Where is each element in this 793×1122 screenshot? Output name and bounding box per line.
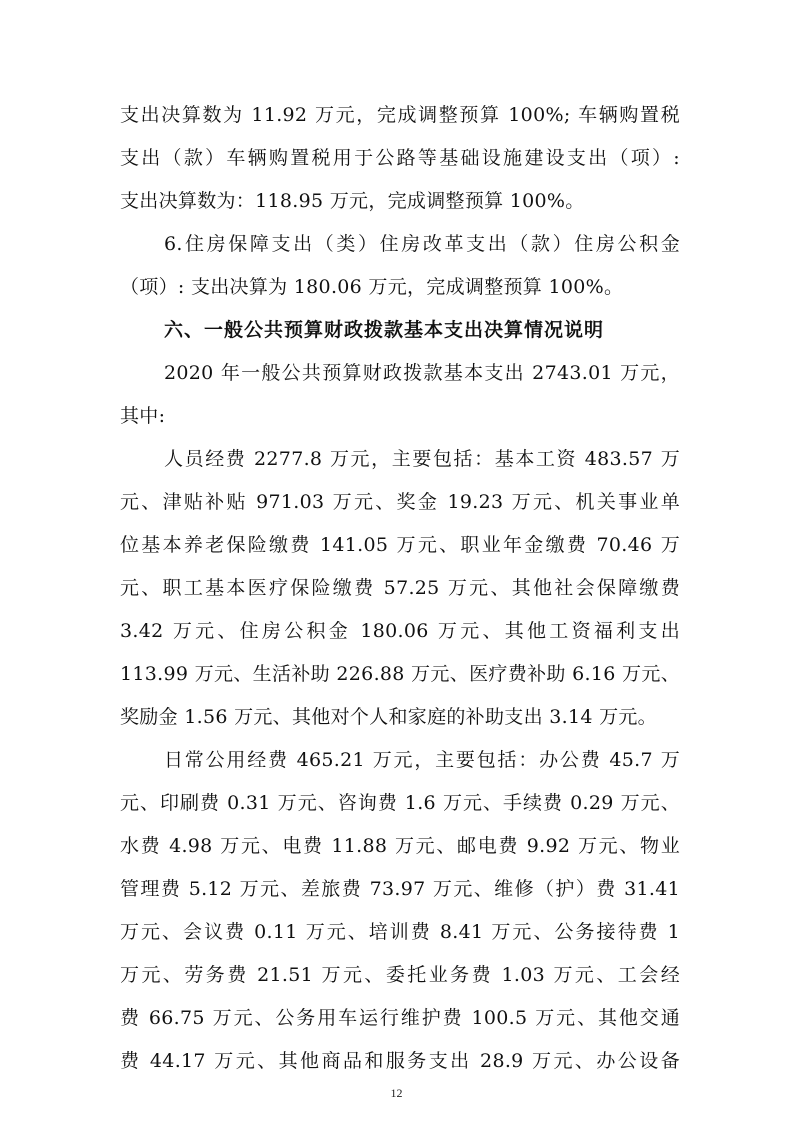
body-line: 万元、会议费 0.11 万元、培训费 8.41 万元、公务接待费 1 (120, 921, 680, 943)
body-line: 支出（款）车辆购置税用于公路等基础设施建设支出（项）: (120, 147, 680, 169)
body-line: 元、职工基本医疗保险缴费 57.25 万元、其他社会保障缴费 (120, 577, 680, 599)
body-line: 奖励金 1.56 万元、其他对个人和家庭的补助支出 3.14 万元。 (120, 706, 657, 728)
body-line: 元、津贴补贴 971.03 万元、奖金 19.23 万元、机关事业单 (120, 491, 680, 513)
section-heading: 六、一般公共预算财政拨款基本支出决算情况说明 (164, 319, 605, 341)
body-line: 元、印刷费 0.31 万元、咨询费 1.6 万元、手续费 0.29 万元、 (120, 792, 680, 814)
body-line: （项）: 支出决算为 180.06 万元，完成调整预算 100%。 (120, 276, 624, 298)
body-line: 6.住房保障支出（类）住房改革支出（款）住房公积金 (164, 233, 680, 255)
body-line: 支出决算数为 11.92 万元，完成调整预算 100%; 车辆购置税 (120, 104, 680, 126)
body-line: 水费 4.98 万元、电费 11.88 万元、邮电费 9.92 万元、物业 (120, 835, 680, 857)
body-line: 支出决算数为：118.95 万元，完成调整预算 100%。 (120, 190, 585, 212)
body-line: 万元、劳务费 21.51 万元、委托业务费 1.03 万元、工会经 (120, 964, 680, 986)
body-line: 费 66.75 万元、公务用车运行维护费 100.5 万元、其他交通 (120, 1007, 680, 1029)
body-line: 人员经费 2277.8 万元，主要包括：基本工资 483.57 万 (164, 448, 680, 470)
body-line: 位基本养老保险缴费 141.05 万元、职业年金缴费 70.46 万 (120, 534, 680, 556)
body-line: 管理费 5.12 万元、差旅费 73.97 万元、维修（护）费 31.41 (120, 878, 680, 900)
body-line: 日常公用经费 465.21 万元，主要包括：办公费 45.7 万 (164, 749, 680, 771)
body-line: 2020 年一般公共预算财政拨款基本支出 2743.01 万元， (164, 362, 680, 384)
body-line: 113.99 万元、生活补助 226.88 万元、医疗费补助 6.16 万元、 (120, 663, 680, 685)
body-line: 费 44.17 万元、其他商品和服务支出 28.9 万元、办公设备 (120, 1050, 680, 1072)
page-number: 12 (390, 1086, 403, 1100)
body-line: 其中: (120, 405, 166, 427)
body-line: 3.42 万元、住房公积金 180.06 万元、其他工资福利支出 (120, 620, 680, 642)
